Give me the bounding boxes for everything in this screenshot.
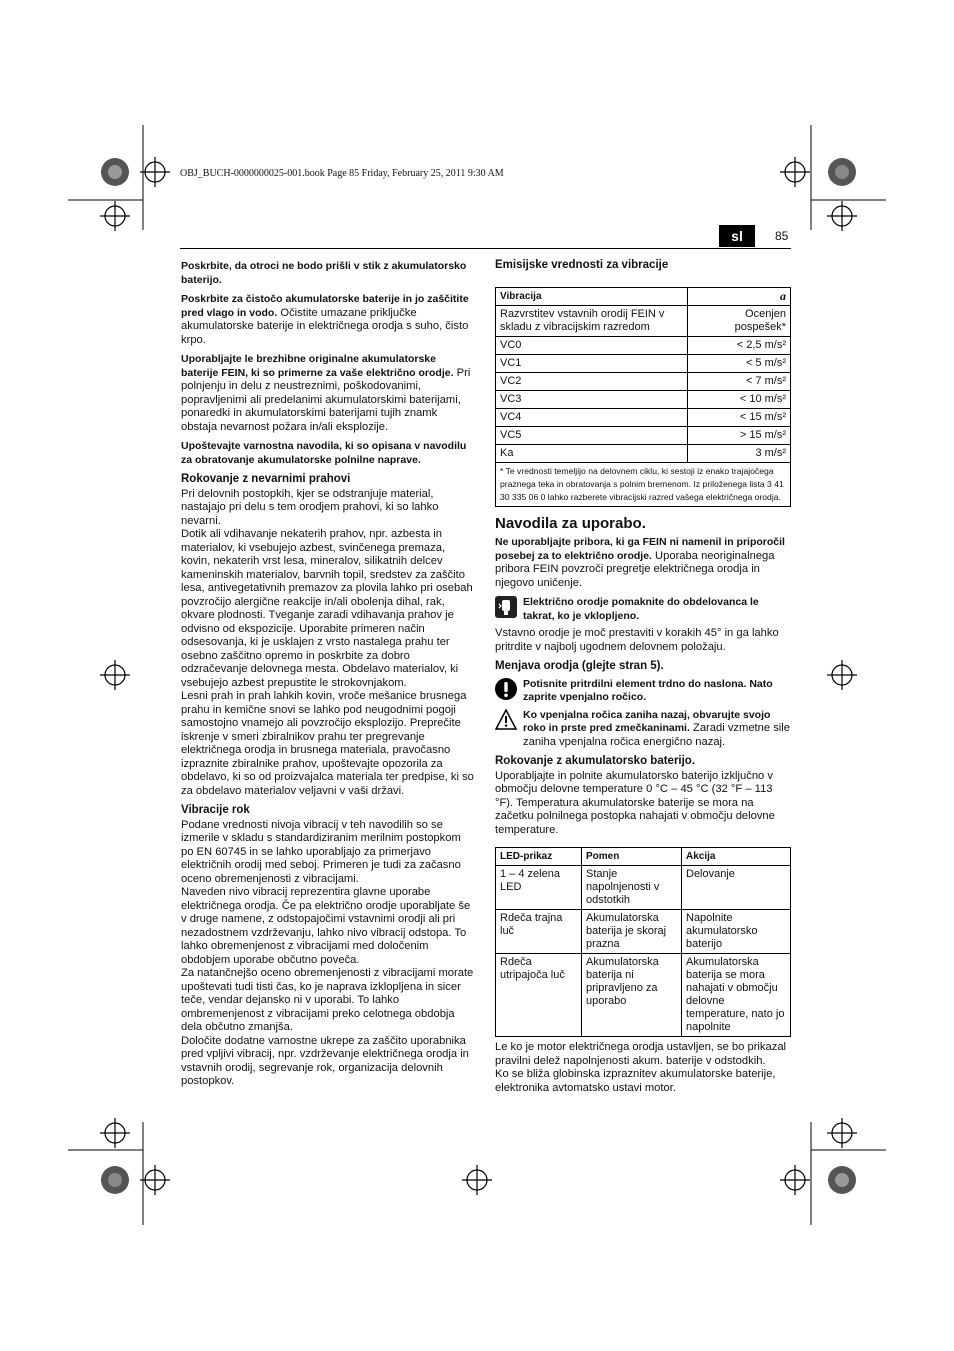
dust-para-3: Lesni prah in prah lahkih kovin, vroče mešanice brusnega prahu in kemične snovi se lahko pod neugodnimi pogoji samostojno vnamejo ali povzročijo eksplozijo. Preprečite iskrenje v smeri zbiralnikov prahu ter pregrevanje električnega orodja in brusnega materiala, pravočasno izpraznite zbiralnike prahov, upoštevajte opozorila za obdelavo, ki so od proizvajalca materiala ter predpise, ki so za obdelavo materialov veljavni v vaši državi. bbox=[181, 690, 474, 797]
vibration-table bbox=[495, 287, 791, 507]
heading-battery: Rokovanje z akumulatorsko baterijo. bbox=[495, 755, 696, 767]
right-column bbox=[495, 259, 790, 1095]
icon-note-lever-text: Ko vpenjalna ročica zaniha nazaj, obvarujte svojo roko in prste pred zmečkaninami. Zaradi vzmetne sile zaniha vpenjalna ročica energično nazaj. bbox=[523, 708, 790, 748]
power-tool-icon bbox=[495, 596, 517, 618]
vib-head-left: Vibracija bbox=[496, 287, 688, 305]
table-row bbox=[496, 954, 791, 1037]
vib-class: Ka bbox=[496, 444, 688, 462]
table-row bbox=[496, 336, 791, 354]
led-head-action: Akcija bbox=[682, 848, 791, 866]
table-row bbox=[496, 390, 791, 408]
heading-emission: Emisijske vrednosti za vibracije bbox=[495, 259, 669, 271]
vib-value: < 10 m/s² bbox=[688, 390, 791, 408]
vib-value: 3 m/s² bbox=[688, 444, 791, 462]
led-action: Akumulatorska baterija se mora nahajati v območju delovne temperature, nato jo napolnite bbox=[682, 954, 791, 1037]
vib-value: < 7 m/s² bbox=[688, 372, 791, 390]
vib-sub-left: Razvrstitev vstavnih orodij FEIN v skladu z vibracijskim razredom bbox=[496, 305, 688, 336]
icon-note-switch-on-text: Električno orodje pomaknite do obdelovanca le takrat, ko je vklopljeno. bbox=[523, 596, 759, 622]
led-meaning: Akumulatorska baterija ni pripravljeno za uporabo bbox=[582, 954, 682, 1037]
file-info-line: OBJ_BUCH-0000000025-001.book Page 85 Friday, February 25, 2011 9:30 AM bbox=[180, 168, 504, 179]
heading-vibration: Vibracije rok bbox=[181, 804, 250, 816]
vib-para-1: Podane vrednosti nivoja vibracij v teh navodilih so se izmerile v skladu s standardiziranim merilnim postopkom po EN 60745 in se lahko uporabljajo za primerjavo električnih orodij med seboj. Primeren je tudi za začasno oceno obremenjenosti z vibracijami. bbox=[181, 818, 461, 885]
vib-value: < 15 m/s² bbox=[688, 408, 791, 426]
warning-triangle-icon bbox=[495, 709, 517, 731]
icon-note-lever bbox=[495, 709, 790, 750]
page-number: 85 bbox=[775, 229, 789, 243]
led-head-display: LED-prikaz bbox=[496, 848, 582, 866]
usage-accessories: Ne uporabljajte pribora, ki ga FEIN ni namenil in priporočil posebej za to električno orodje. Uporaba neoriginalnega pribora FEIN povzroči pregretje električnega orodja in njegovo uničenje. bbox=[495, 536, 785, 589]
vib-para-3: Za natančnejšo oceno obremenjenosti z vibracijami morate upoštevati tudi tisti čas, ko je naprava izklopljena in sicer teče, vendar dejansko ni v uporabi. To lahko ombremenjenost z vibracijami preko celotnega obdobja dela občutno zmanjša. bbox=[181, 967, 474, 1033]
vib-table-note-row bbox=[496, 462, 791, 506]
language-badge: sl bbox=[719, 225, 755, 247]
table-row bbox=[496, 866, 791, 910]
led-action: Delovanje bbox=[682, 866, 791, 910]
heading-dust: Rokovanje z nevarnimi prahovi bbox=[181, 473, 351, 485]
led-meaning: Akumulatorska baterija je skoraj prazna bbox=[582, 910, 682, 954]
header-rule bbox=[180, 248, 791, 249]
table-row bbox=[496, 426, 791, 444]
warning-charger-instructions: Upoštevajte varnostna navodila, ki so opisana v navodilu za obratovanje akumulatorske polnilne naprave. bbox=[181, 440, 467, 466]
table-row bbox=[496, 354, 791, 372]
end-para-1: Le ko je motor električnega orodja ustavljen, se bo prikazal pravilni delež napolnjenosti akum. baterije v odstodkih. bbox=[495, 1041, 787, 1067]
led-display: 1 – 4 zelena LED bbox=[496, 866, 582, 910]
left-column bbox=[181, 260, 476, 1089]
icon-note-fixing bbox=[495, 678, 790, 705]
vib-class: VC5 bbox=[496, 426, 688, 444]
icon-note-switch-on bbox=[495, 596, 790, 623]
vib-head-right: a bbox=[688, 287, 791, 305]
exclamation-icon bbox=[495, 678, 517, 700]
warning-children: Poskrbite, da otroci ne bodo prišli v stik z akumulatorsko baterijo. bbox=[181, 260, 467, 286]
warning-original-batteries: Uporabljajte le brezhibne originalne akumulatorske baterije FEIN, ki so primerne za vaše električno orodje. Pri polnjenju in delu z neustreznimi, poškodovanimi, popravljenimi ali predelanimi akumulatorskimi baterijami, ponaredki in akumulatorskimi baterijami tujih znamk obstaja nevarnost požara in/ali eksplozije. bbox=[181, 353, 471, 433]
vib-value: < 5 m/s² bbox=[688, 354, 791, 372]
vib-table-subhead bbox=[496, 305, 791, 336]
led-meaning: Stanje napolnjenosti v odstotkih bbox=[582, 866, 682, 910]
led-table-head bbox=[496, 848, 791, 866]
heading-tool-change: Menjava orodja (glejte stran 5). bbox=[495, 660, 664, 672]
led-table bbox=[495, 847, 791, 1037]
table-row bbox=[496, 372, 791, 390]
heading-usage: Navodila za uporabo. bbox=[495, 514, 646, 532]
led-display: Rdeča trajna luč bbox=[496, 910, 582, 954]
end-para-2: Ko se bliža globinska izpraznitev akumulatorske baterije, elektronika avtomatsko ustavi motor. bbox=[495, 1068, 776, 1094]
table-row bbox=[496, 444, 791, 462]
vib-table-head bbox=[496, 287, 791, 305]
icon-note-fixing-text: Potisnite pritrdilni element trdno do naslona. Nato zaprite vpenjalno ročico. bbox=[523, 677, 773, 703]
led-action: Napolnite akumulatorsko baterijo bbox=[682, 910, 791, 954]
vib-para-2: Naveden nivo vibracij reprezentira glavne uporabe električnega orodja. Če pa električno orodje uporabljate še v druge namene, z odstopajočimi vstavnimi orodji ali pri nezadostnem vzdrževanju, lahko nivo vibracij odstopa. To lahko obremenjenost z vibracijami med določenim obdobjem uporabe občutno poveča. bbox=[181, 886, 471, 966]
rotate-note: Vstavno orodje je moč prestaviti v korakih 45° in ga lahko pritrdite v najbolj ugodnem delovnem položaju. bbox=[495, 627, 779, 653]
led-head-meaning: Pomen bbox=[582, 848, 682, 866]
table-row bbox=[496, 910, 791, 954]
vib-class: VC0 bbox=[496, 336, 688, 354]
warning-cleanliness: Poskrbite za čistočo akumulatorske baterije in jo zaščitite pred vlago in vodo. Očistite umazane priključke akumulatorske baterije in električnega orodja s suho, čisto krpo. bbox=[181, 293, 469, 346]
vib-value: < 2,5 m/s² bbox=[688, 336, 791, 354]
dust-para-2: Dotik ali vdihavanje nekaterih prahov, npr. azbesta in materialov, ki vsebujejo azbest, svinčenega premaza, kovin, nekaterih vrst lesa, mineralov, silikatnih delcev kameninskih materialov, barvnih topil, sredstev za zaščito lesa, antivegetativnih premazov za plovila lahko pri osebah povzročijo alergične reakcije in/ali obolenja dihal, rak, okvare plodnosti. Tveganje zaradi vdihavanja prahov je odvisno od ekspozicije. Uporabite primeren način odsesovanja, ki je usklajen z vrsto nastalega prahu ter osebno zaščitno opremo in poskrbite za dobro odzračevanje delovnega mesta. Obdelavo materialov, ki vsebujejo azbest prepustite le strokovnjakom. bbox=[181, 528, 473, 689]
vib-class: VC3 bbox=[496, 390, 688, 408]
vib-table-note: * Te vrednosti temeljijo na delovnem ciklu, ki sestoji iz enako trajajočega praznega teka in obratovanja s polnim bremenom. Iz priloženega lista 3 41 30 335 06 0 lahko razberete vibracijski razred vašega električnega orodja. bbox=[496, 462, 791, 506]
vib-para-4: Določite dodatne varnostne ukrepe za zaščito uporabnika pred vpljivi vibracij, npr. vzdrževanje električnega orodja in vstavnih orodij, segrevanje rok, organizacija delovnih postopkov. bbox=[181, 1034, 469, 1087]
vib-class: VC2 bbox=[496, 372, 688, 390]
vib-class: VC4 bbox=[496, 408, 688, 426]
dust-para-1: Pri delovnih postopkih, kjer se odstranjuje material, nastajajo pri delu s tem orodjem prahovi, ki so lahko nevarni. bbox=[181, 487, 439, 527]
table-row bbox=[496, 408, 791, 426]
battery-temperature: Uporabljajte in polnite akumulatorsko baterijo izključno v območju delovne temperature 0 °C – 45 °C (32 °F – 113 °F). Temperatura akumulatorske baterije se mora na začetku polnilnega postopka nahajati v območju delovne temperature. bbox=[495, 769, 775, 836]
vib-value: > 15 m/s² bbox=[688, 426, 791, 444]
vib-class: VC1 bbox=[496, 354, 688, 372]
vib-sub-right: Ocenjen pospešek* bbox=[688, 305, 791, 336]
led-display: Rdeča utripajoča luč bbox=[496, 954, 582, 1037]
